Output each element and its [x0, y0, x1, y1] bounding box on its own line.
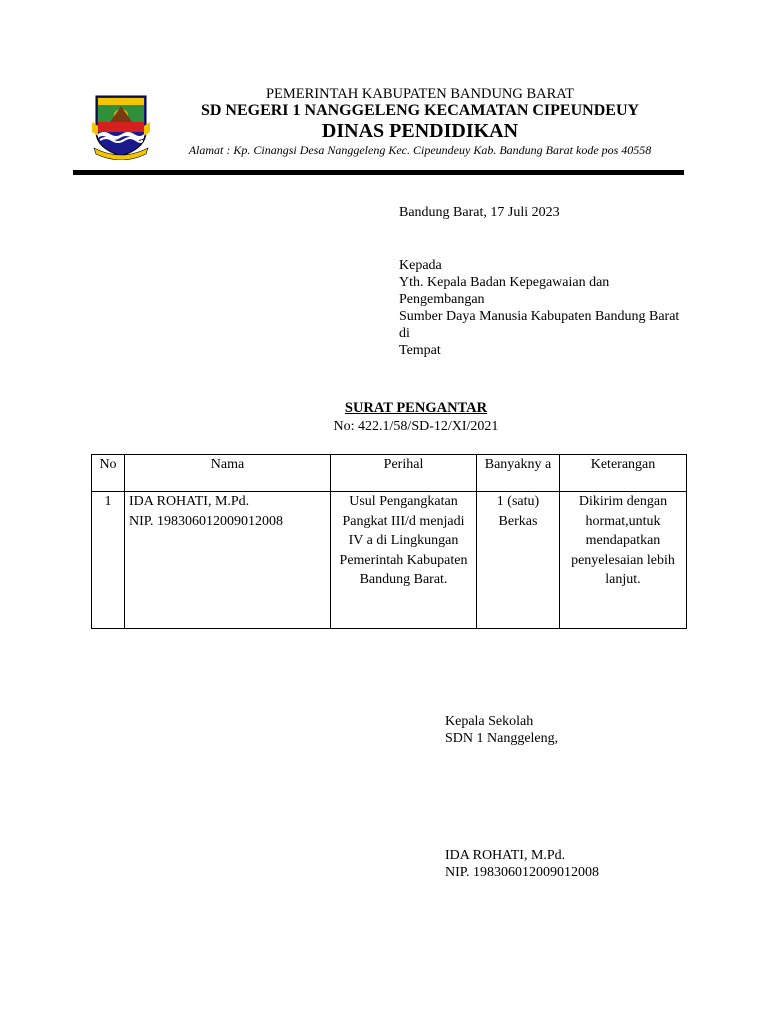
recipient-line: Sumber Daya Manusia Kabupaten Bandung Barat — [399, 309, 680, 324]
signature-title-block — [445, 713, 558, 747]
table-header-row — [92, 455, 687, 492]
table-cell-banyaknya: 1 (satu) Berkas — [477, 492, 560, 629]
signature-nip: NIP. 198306012009012008 — [445, 865, 600, 880]
recipient-line: di — [399, 326, 410, 341]
header-school: SD NEGERI 1 NANGGELENG KECAMATAN CIPEUNDEUY — [200, 102, 640, 119]
table-cell-keterangan: Dikirim dengan hormat,untuk mendapatkan penyelesaian lebih lanjut. — [560, 492, 687, 629]
signature-name-block — [445, 847, 599, 881]
table-cell-nama — [125, 492, 331, 629]
table-cell-nama-nip: NIP. 198306012009012008 — [129, 513, 284, 529]
letter-title-wrap — [0, 400, 768, 417]
table-cell-perihal: Usul Pengangkatan Pangkat III/d menjadi IV a di Lingkungan Pemerintah Kabupaten Bandung Barat. — [331, 492, 477, 629]
table-header-cell: Keterangan — [560, 455, 687, 492]
signature-school: SDN 1 Nanggeleng, — [445, 731, 559, 746]
table-row — [92, 492, 687, 629]
table-header-cell: No — [92, 455, 125, 492]
recipient-line: Kepada — [399, 258, 442, 273]
signature-title: Kepala Sekolah — [445, 714, 534, 729]
table-header-cell: Nama — [125, 455, 331, 492]
table-cell-nama-name: IDA ROHATI, M.Pd. — [129, 494, 250, 509]
letter-date: Bandung Barat, 17 Juli 2023 — [399, 205, 560, 220]
letter-number: No: 422.1/58/SD-12/XI/2021 — [333, 419, 499, 434]
table-header-cell: Perihal — [331, 455, 477, 492]
table-cell-no: 1 — [92, 492, 125, 629]
letter-table — [91, 454, 687, 629]
header-address: Alamat : Kp. Cinangsi Desa Nanggeleng Kec. Cipeundeuy Kab. Bandung Barat kode pos 40558 — [188, 143, 652, 157]
kabupaten-bandung-barat-logo — [92, 92, 150, 160]
signature-name: IDA ROHATI, M.Pd. — [445, 848, 566, 863]
recipient-block — [399, 257, 719, 359]
header-department: DINAS PENDIDIKAN — [321, 120, 519, 142]
table-header-cell: Banyakny a — [477, 455, 560, 492]
recipient-line: Tempat — [399, 343, 441, 358]
recipient-line: Pengembangan — [399, 292, 485, 307]
header-government: PEMERINTAH KABUPATEN BANDUNG BARAT — [265, 86, 575, 102]
header-divider — [73, 170, 684, 175]
recipient-line: Yth. Kepala Badan Kepegawaian dan — [399, 275, 610, 290]
letter-title: SURAT PENGANTAR — [344, 400, 488, 416]
